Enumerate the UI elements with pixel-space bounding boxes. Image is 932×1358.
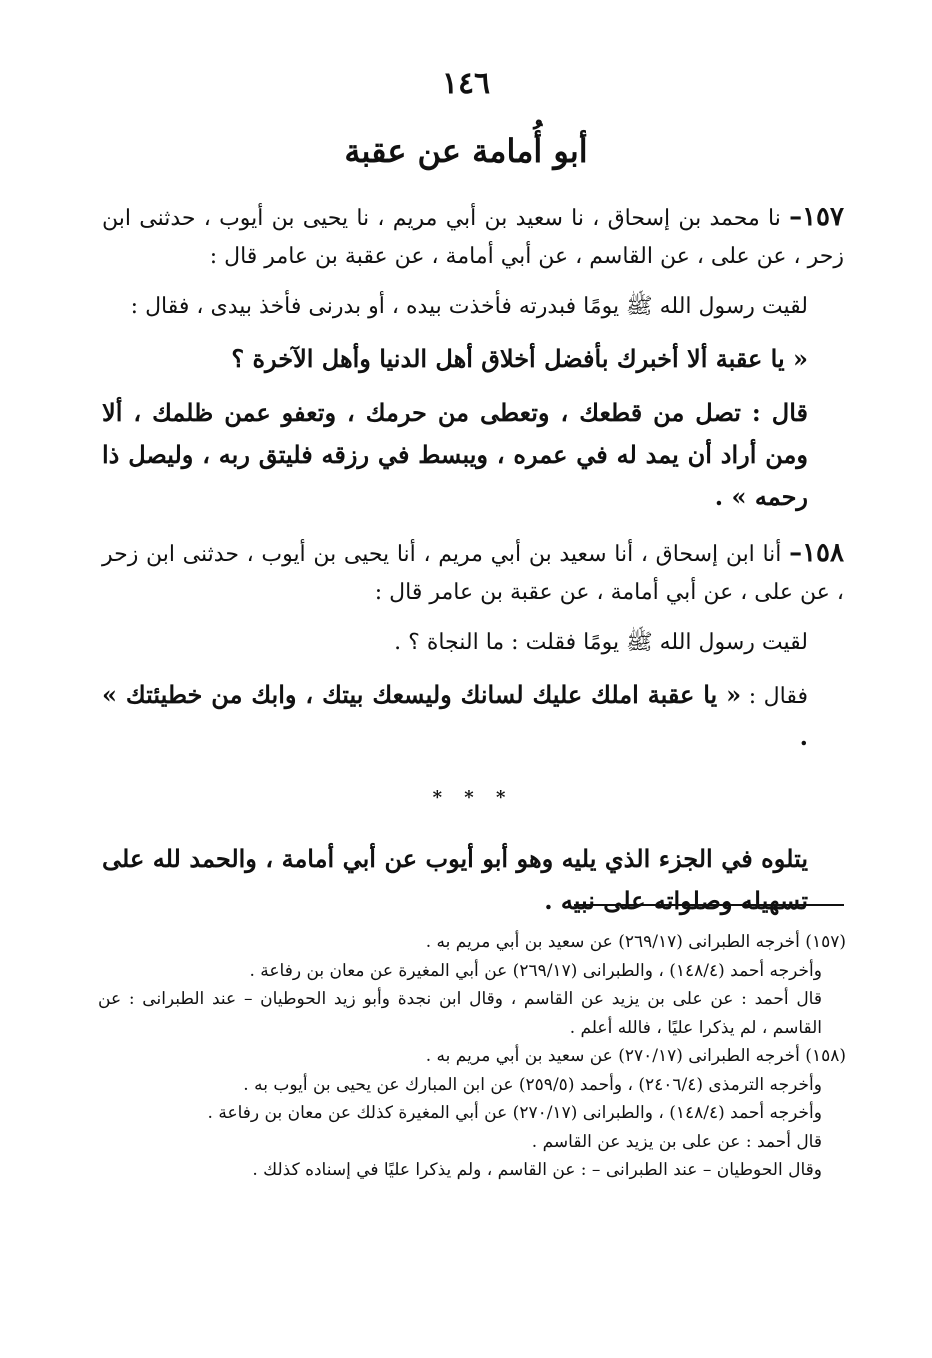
hadith-158-isnad — [102, 534, 844, 612]
footnote-line: وأخرجه أحمد (١٤٨/٤) ، والطبرانى (٢٦٩/١٧) عن أبي المغيرة عن معان بن رفاعة . — [249, 960, 822, 981]
hadith-158-number: ١٥٨– — [789, 538, 844, 568]
hadith-158-reply — [102, 674, 844, 758]
hadith-157-narration: لقيت رسول الله ﷺ يومًا فبدرته فأخذت بيده ، أو بدرنى فأخذ بيدى ، فقال : — [130, 294, 808, 319]
hadith-157-quote-2: قال : تصل من قطعك ، وتعطى من حرمك ، وتعفو عمن ظلمك ، ألا ومن أراد أن يمد له في عمره ، ويبسط في رزقه فليتق ربه ، وليصل ذا رحمه » . — [102, 398, 808, 511]
main-text — [102, 198, 844, 946]
hadith-158-reply-quote: « يا عقبة املك عليك لسانك وليسعك بيتك ، وابك من خطيئتك » . — [102, 680, 808, 751]
footnote-divider — [574, 904, 844, 906]
hadith-157-quote-1: « يا عقبة ألا أخبرك بأفضل أخلاق أهل الدنيا وأهل الآخرة ؟ — [231, 344, 808, 373]
footnote-line: وأخرجه أحمد (١٤٨/٤) ، والطبرانى (٢٧٠/١٧) عن أبي المغيرة كذلك عن معان بن رفاعة . — [207, 1103, 822, 1123]
hadith-158-reply-prefix: فقال : — [748, 684, 808, 709]
footnote-line: وقال الحوطيان – عند الطبرانى – : عن القاسم ، ولم يذكرا عليًا في إسناده كذلك . — [252, 1160, 822, 1180]
hadith-157-isnad-text: نا محمد بن إسحاق ، نا سعيد بن أبي مريم ، نا يحيى بن أيوب ، حدثنى ابن زحر ، عن على ، عن القاسم ، عن أبي أمامة ، عن عقبة بن عامر قال : — [102, 206, 844, 269]
hadith-158-isnad-text: أنا ابن إسحاق ، أنا سعيد بن أبي مريم ، أنا يحيى بن أيوب ، حدثنى ابن زحر ، عن على ، عن أبي أمامة ، عن عقبة بن عامر قال : — [102, 542, 844, 605]
chapter-title: أبو أُمامة عن عقبة — [344, 132, 588, 170]
footnotes — [98, 928, 846, 1185]
hadith-157-isnad — [102, 198, 844, 276]
section-separator: * * * — [432, 787, 514, 808]
footnote-line: (١٥٨) أخرجه الطبرانى (٢٧٠/١٧) عن سعيد بن أبي مريم به . — [425, 1046, 846, 1066]
page-number: ١٤٦ — [441, 66, 491, 101]
footnote-line: وأخرجه الترمذى (٢٤٠٦/٤) ، وأحمد (٢٥٩/٥) عن ابن المبارك عن يحيى بن أيوب به . — [243, 1074, 822, 1095]
footnote-line: (١٥٧) أخرجه الطبرانى (٢٦٩/١٧) عن سعيد بن أبي مريم به . — [425, 932, 846, 952]
closing-note: يتلوه في الجزء الذي يليه وهو أبو أيوب عن أبي أمامة ، والحمد لله على تسهيله وصلواته على نبيه . — [102, 844, 808, 915]
footnote-line: قال أحمد : عن على بن يزيد عن القاسم ، وقال ابن نجدة وأبو زيد الحوطيان – عند الطبرانى : عن القاسم ، لم يذكرا عليًا ، فالله أعلم . — [98, 989, 822, 1038]
hadith-157-number: ١٥٧– — [789, 202, 844, 232]
footnote-line: قال أحمد : عن على بن يزيد عن القاسم . — [531, 1131, 822, 1152]
hadith-158-narration: لقيت رسول الله ﷺ يومًا فقلت : ما النجاة ؟ . — [394, 630, 808, 655]
